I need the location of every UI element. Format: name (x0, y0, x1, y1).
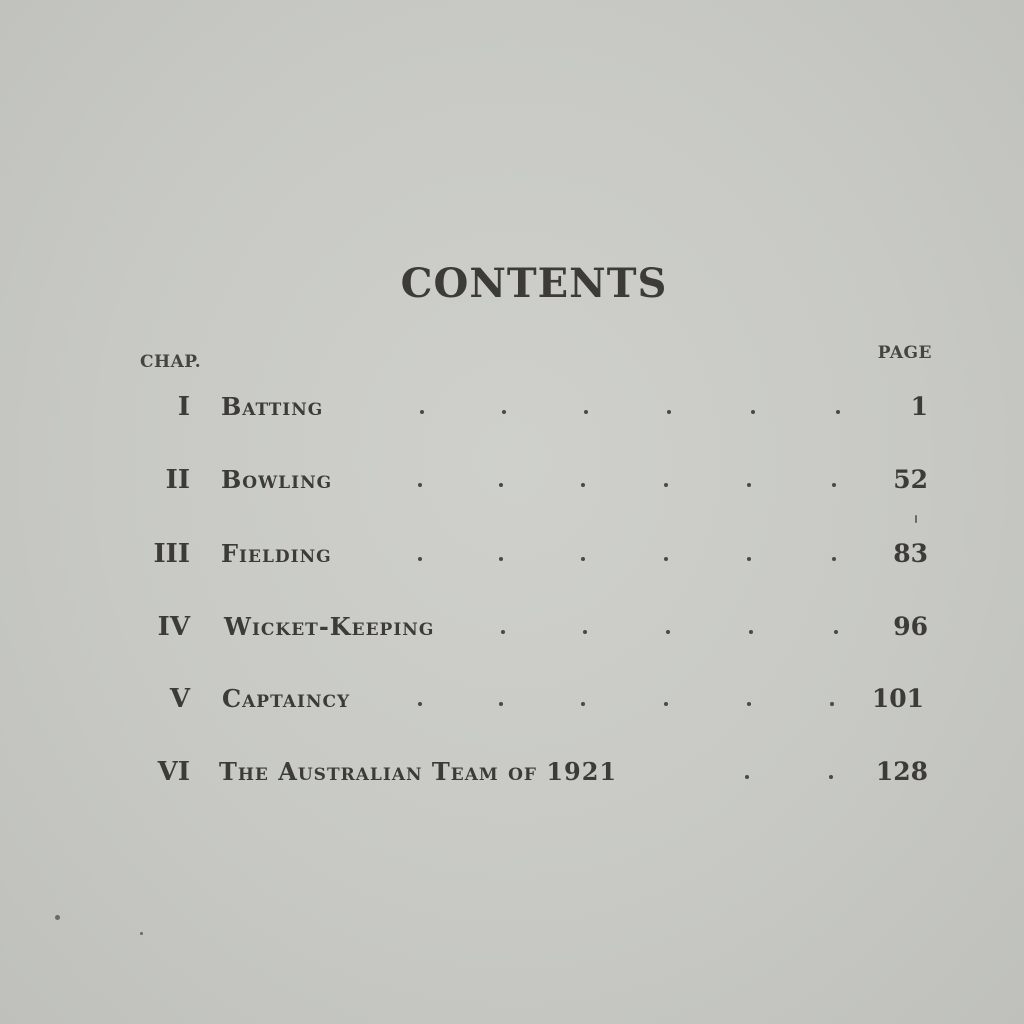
page-number: 128 (875, 757, 928, 786)
leader-dot (664, 483, 668, 487)
leader-dot (749, 630, 753, 634)
leader-dot (502, 410, 506, 414)
leader-dot (418, 557, 422, 561)
toc-entry[interactable] (0, 392, 1024, 432)
leader-dot (745, 775, 749, 779)
leader-dot (829, 775, 833, 779)
chapter-number: I (177, 392, 190, 422)
chapter-number: IV (157, 612, 190, 642)
leader-dot (664, 702, 668, 706)
toc-entry[interactable] (0, 465, 1024, 505)
leader-dot (747, 702, 751, 706)
page-title: CONTENTS (400, 260, 668, 307)
page-number: 52 (893, 465, 928, 494)
leader-dot (499, 702, 503, 706)
toc-entry[interactable] (0, 757, 1024, 797)
leader-dot (667, 410, 671, 414)
page-column-header: PAGE (877, 343, 932, 363)
leader-dot (499, 483, 503, 487)
chapter-number: III (153, 539, 190, 569)
chapter-title: The Australian Team of 1921 (219, 757, 618, 786)
chapter-title: Captaincy (222, 684, 351, 713)
leader-dot (832, 483, 836, 487)
chapter-title: Bowling (221, 465, 333, 494)
leader-dot (832, 557, 836, 561)
page-number: 101 (871, 684, 924, 713)
chapter-number: V (169, 684, 190, 714)
leader-dot (836, 410, 840, 414)
chapter-number: VI (157, 757, 190, 787)
page-number: 83 (893, 539, 928, 568)
chapter-title: Batting (221, 392, 324, 421)
leader-dot (747, 483, 751, 487)
leader-dot (834, 630, 838, 634)
leader-dot (581, 557, 585, 561)
leader-dot (830, 702, 834, 706)
page-number: 1 (910, 392, 928, 421)
toc-entry[interactable] (0, 684, 1024, 724)
leader-dot (499, 557, 503, 561)
leader-dot (418, 483, 422, 487)
leader-dot (420, 410, 424, 414)
chapter-column-header: CHAP. (140, 352, 202, 372)
toc-entry[interactable] (0, 612, 1024, 652)
leader-dot (501, 630, 505, 634)
leader-dot (418, 702, 422, 706)
chapter-number: II (165, 465, 190, 495)
chapter-title: Fielding (221, 539, 332, 568)
chapter-title: Wicket-Keeping (224, 612, 435, 641)
leader-dot (581, 702, 585, 706)
leader-dot (581, 483, 585, 487)
leader-dot (664, 557, 668, 561)
page-number: 96 (893, 612, 928, 641)
paper-speck (55, 915, 60, 920)
leader-dot (747, 557, 751, 561)
paper-speck (140, 932, 143, 935)
leader-dot (751, 410, 755, 414)
paper-speck (915, 515, 917, 523)
leader-dot (583, 630, 587, 634)
leader-dot (584, 410, 588, 414)
leader-dot (666, 630, 670, 634)
toc-entry[interactable] (0, 539, 1024, 579)
